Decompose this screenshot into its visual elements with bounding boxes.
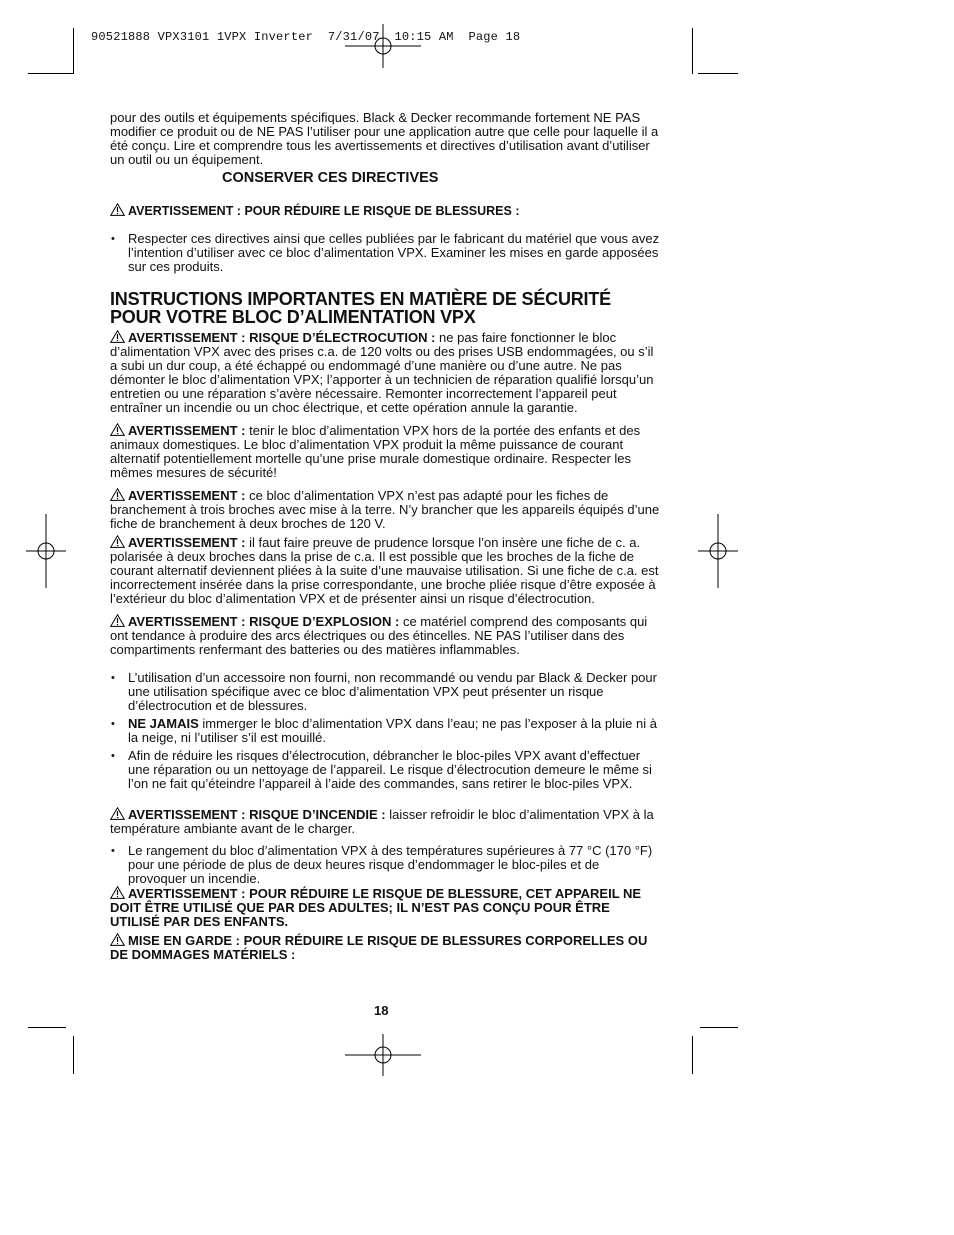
registration-mark-icon — [26, 514, 66, 588]
registration-mark-icon — [345, 24, 421, 68]
warning-label: AVERTISSEMENT : — [128, 488, 246, 503]
caution-notice — [110, 933, 660, 962]
crop-mark — [73, 1036, 74, 1074]
warning-polarized-plug — [110, 535, 660, 606]
warning-label: AVERTISSEMENT : POUR RÉDUIRE LE RISQUE DE BLESSURES : — [128, 204, 520, 218]
warning-adults-only — [110, 886, 660, 929]
crop-mark — [692, 28, 693, 74]
warning-triangle-icon — [110, 886, 125, 899]
warning-label: AVERTISSEMENT : RISQUE D’ÉLECTROCUTION : — [128, 330, 436, 345]
crop-mark — [28, 1027, 66, 1028]
warning-children — [110, 423, 660, 480]
list-item: • Le rangement du bloc d’alimentation VPX à des températures supérieures à 77 °C (170 °F) pour une période de plus de deux heures risque d’endommager le bloc-piles et de provoquer un incendie. — [110, 844, 660, 886]
list-item — [110, 717, 660, 745]
warning-three-prong — [110, 488, 660, 531]
warning-text: ce matériel comprend des composants qui ont tendance à produire des arcs électriques ou des étincelles. NE PAS l’utiliser dans des compartiments renfermant des batteries ou des matières inflammables. — [110, 614, 648, 657]
warning-text: tenir le bloc d’alimentation VPX hors de la portée des enfants et des animaux domestiques. Le bloc d’alimentation VPX produit la même puissance de courant alternatif potentiellement mortelle qu’une prise murale domestique ordinaire. Respecter les mêmes mesures de sécurité! — [110, 423, 641, 480]
warning-triangle-icon — [110, 807, 125, 820]
crop-mark — [692, 1036, 693, 1074]
section-heading-line2: POUR VOTRE BLOC D’ALIMENTATION VPX — [110, 307, 476, 327]
caution-text: MISE EN GARDE : POUR RÉDUIRE LE RISQUE DE BLESSURES CORPORELLES OU DE DOMMAGES MATÉRIELS : — [110, 933, 648, 962]
list-item: • Afin de réduire les risques d’électrocution, débrancher le bloc-piles VPX avant d’effectuer une réparation ou un nettoyage de l’appareil. Le risque d’électrocution demeure le même si l’on ne fait qu’éteindre l’appareil à l’aide des commandes, sans retirer le bloc-piles VPX. — [110, 749, 660, 791]
warning-label: AVERTISSEMENT : RISQUE D’EXPLOSION : — [128, 614, 400, 629]
warning-explosion — [110, 614, 660, 657]
list-item: • L’utilisation d’un accessoire non fourni, non recommandé ou vendu par Black & Decker pour une utilisation spécifique avec ce bloc d’alimentation VPX peut présenter un risque d’électrocution et de blessures. — [110, 671, 660, 713]
warning-triangle-icon — [110, 488, 125, 501]
warning-text: ne pas faire fonctionner le bloc d’alimentation VPX avec des prises c.a. de 120 volts ou des prises USB endommagées, ou s’il a subi un dur coup, a été échappé ou endommagé d’une manière ou d’une autre. Ne pas démonter le bloc d’alimentation VPX; l’apporter à un technicien de réparation qualifié lorsqu’un entretien ou une réparation s’avère nécessaire. Remonter incorrectement l’appareil peut entraîner un incendie ou un choc électrique, et cette opération annule la garantie. — [110, 330, 654, 415]
page-number: 18 — [374, 1003, 389, 1018]
list-item: • Respecter ces directives ainsi que celles publiées par le fabricant du matériel que vous avez l’intention d’utiliser avec ce bloc d’alimentation VPX. Examiner les mises en garde apposées sur ces produits. — [110, 232, 660, 274]
warning-triangle-icon — [110, 203, 125, 216]
page-content — [110, 111, 660, 962]
section-heading-line1: INSTRUCTIONS IMPORTANTES EN MATIÈRE DE SÉCURITÉ — [110, 289, 611, 309]
warning-triangle-icon — [110, 330, 125, 343]
save-instructions-heading: CONSERVER CES DIRECTIVES — [222, 170, 439, 186]
warning-text: ce bloc d’alimentation VPX n’est pas adapté pour les fiches de branchement à trois broches avec mise à la terre. N’y brancher que les appareils équipés d’une fiche de branchement à deux broches de 120 V. — [110, 488, 660, 531]
crop-mark — [73, 28, 74, 74]
registration-mark-icon — [698, 514, 738, 588]
warning-text: AVERTISSEMENT : POUR RÉDUIRE LE RISQUE DE BLESSURE, CET APPAREIL NE DOIT ÊTRE UTILISÉ QUE PAR DES ADULTES; IL N’EST PAS CONÇU POUR ÊTRE UTILISÉ PAR DES ENFANTS. — [110, 886, 642, 929]
warning-electrocution — [110, 330, 660, 415]
warning-text: il faut faire preuve de prudence lorsque l’on insère une fiche de c. a. polarisée à deux broches dans la prise de c.a. Il est possible que les broches de la fiche de courant alternatif deviennent pliées à la suite d’une mauvaise utilisation. Si une fiche de c.a. est incorrectement insérée dans la prise correspondante, une broche pliée risque d’être exposée à l’extérieur du bloc d’alimentation VPX et de présenter ainsi un risque d’électrocution. — [110, 535, 659, 606]
registration-mark-icon — [345, 1034, 421, 1076]
list-item-text: immerger le bloc d’alimentation VPX dans l’eau; ne pas l’exposer à la pluie ni à la neige, ni l’utiliser s’il est mouillé. — [128, 716, 657, 745]
crop-mark — [28, 73, 74, 74]
warning-triangle-icon — [110, 614, 125, 627]
warning-text: laisser refroidir le bloc d’alimentation VPX à la température ambiante avant de le charger. — [110, 807, 654, 836]
never-label: NE JAMAIS — [128, 716, 199, 731]
warning-triangle-icon — [110, 535, 125, 548]
warning-triangle-icon — [110, 933, 125, 946]
section-heading — [110, 290, 660, 326]
crop-mark — [698, 73, 738, 74]
warning-triangle-icon — [110, 423, 125, 436]
printer-slug: 90521888 VPX3101 1VPX Inverter 7/31/07 10:15 AM Page 18 — [91, 30, 521, 44]
warning-label: AVERTISSEMENT : RISQUE D’INCENDIE : — [128, 807, 386, 822]
warning-injury — [110, 203, 660, 218]
warning-label: AVERTISSEMENT : — [128, 535, 246, 550]
warning-label: AVERTISSEMENT : — [128, 423, 246, 438]
warning-fire — [110, 807, 660, 836]
intro-paragraph: pour des outils et équipements spécifiques. Black & Decker recommande fortement NE PAS modifier ce produit ou de NE PAS l’utiliser pour une application autre que celle pour laquelle il a été conçu. Lire et comprendre tous les avertissements et directives d’utilisation avant d’utiliser un outil ou un équipement. — [110, 110, 659, 167]
crop-mark — [700, 1027, 738, 1028]
